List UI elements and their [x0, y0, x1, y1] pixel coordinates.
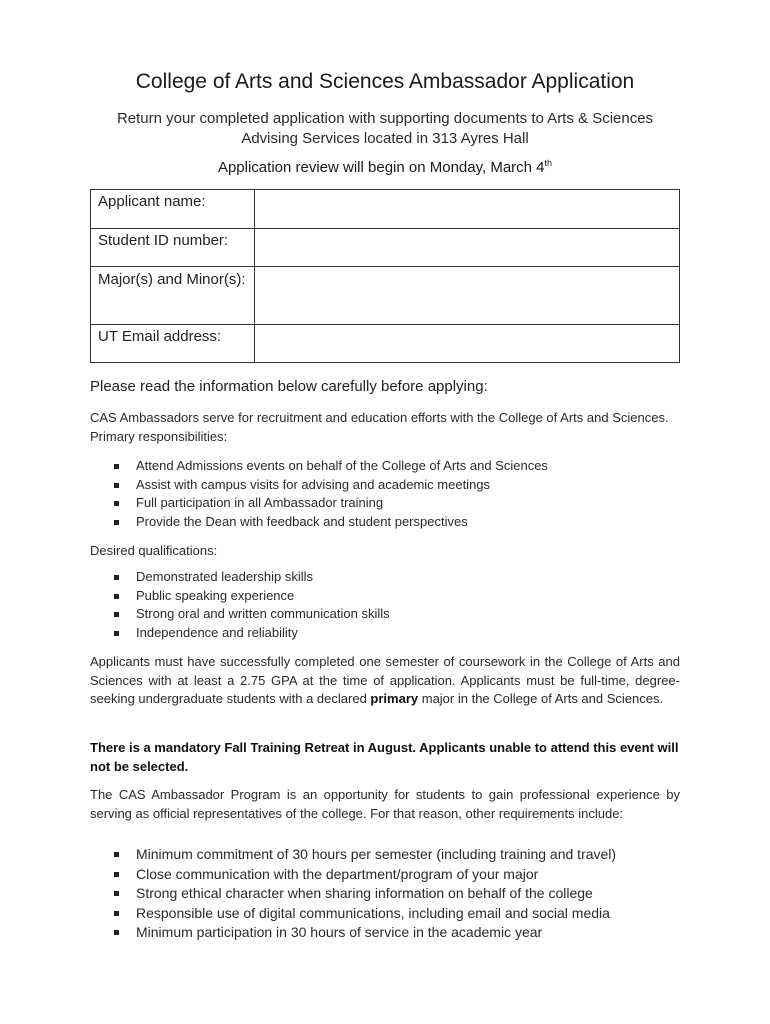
- list-item: Minimum commitment of 30 hours per semester (including training and travel): [112, 845, 616, 865]
- table-row: [91, 267, 680, 325]
- read-carefully-heading: Please read the information below carefully before applying:: [90, 378, 488, 395]
- page-subtitle: Return your completed application with supporting documents to Arts & Sciences Advising Services located in 313 Ayres Hall: [116, 110, 654, 147]
- table-row: [91, 325, 680, 363]
- list-item: Public speaking experience: [112, 587, 390, 606]
- major-minor-field[interactable]: [255, 267, 680, 325]
- eligibility-text-a: Applicants must have successfully completed one semester of coursework in the College of Arts and Sciences with at least a 2.75 GPA at the time of application. Applicants must be full-time, degree-seeking undergraduate students with a declared: [90, 654, 680, 706]
- list-item: Strong ethical character when sharing information on behalf of the college: [112, 884, 616, 904]
- list-item: Demonstrated leadership skills: [112, 568, 390, 587]
- list-item: Provide the Dean with feedback and student perspectives: [112, 513, 548, 532]
- list-item: Full participation in all Ambassador training: [112, 494, 548, 513]
- list-item: Attend Admissions events on behalf of the College of Arts and Sciences: [112, 457, 548, 476]
- program-paragraph: The CAS Ambassador Program is an opportunity for students to gain professional experience by serving as official representatives of the college. For that reason, other requirements include:: [90, 787, 680, 821]
- student-id-field[interactable]: [255, 229, 680, 267]
- applicant-name-field[interactable]: [255, 190, 680, 229]
- review-ordinal: th: [544, 158, 553, 168]
- list-item: Strong oral and written communication skills: [112, 605, 390, 624]
- responsibilities-intro: CAS Ambassadors serve for recruitment and education efforts with the College of Arts and Sciences. Primary responsibilities:: [90, 410, 669, 444]
- list-item: Independence and reliability: [112, 624, 390, 643]
- list-item: Minimum participation in 30 hours of service in the academic year: [112, 923, 616, 943]
- email-field[interactable]: [255, 325, 680, 363]
- retreat-notice: There is a mandatory Fall Training Retreat in August. Applicants unable to attend this event will not be selected.: [90, 740, 679, 774]
- eligibility-text-b: major in the College of Arts and Sciences.: [418, 691, 664, 706]
- list-item: Close communication with the department/program of your major: [112, 865, 616, 885]
- qualifications-intro: Desired qualifications:: [90, 543, 218, 558]
- email-label: UT Email address:: [91, 325, 255, 363]
- qualifications-list: [112, 568, 390, 642]
- eligibility-paragraph: [90, 653, 680, 709]
- student-id-label: Student ID number:: [91, 229, 255, 267]
- review-date-notice: [0, 158, 770, 176]
- list-item: Responsible use of digital communications, including email and social media: [112, 904, 616, 924]
- review-text: Application review will begin on Monday, March 4: [217, 159, 545, 176]
- eligibility-bold-text: primary: [370, 691, 419, 706]
- requirements-list: [112, 845, 616, 943]
- major-minor-label: Major(s) and Minor(s):: [91, 267, 255, 325]
- applicant-name-label: Applicant name:: [91, 190, 255, 229]
- table-row: [91, 190, 680, 229]
- list-item: Assist with campus visits for advising and academic meetings: [112, 476, 548, 495]
- table-row: [91, 229, 680, 267]
- responsibilities-list: [112, 457, 548, 531]
- applicant-info-table: [90, 189, 680, 363]
- page-title: College of Arts and Sciences Ambassador Application: [135, 70, 635, 93]
